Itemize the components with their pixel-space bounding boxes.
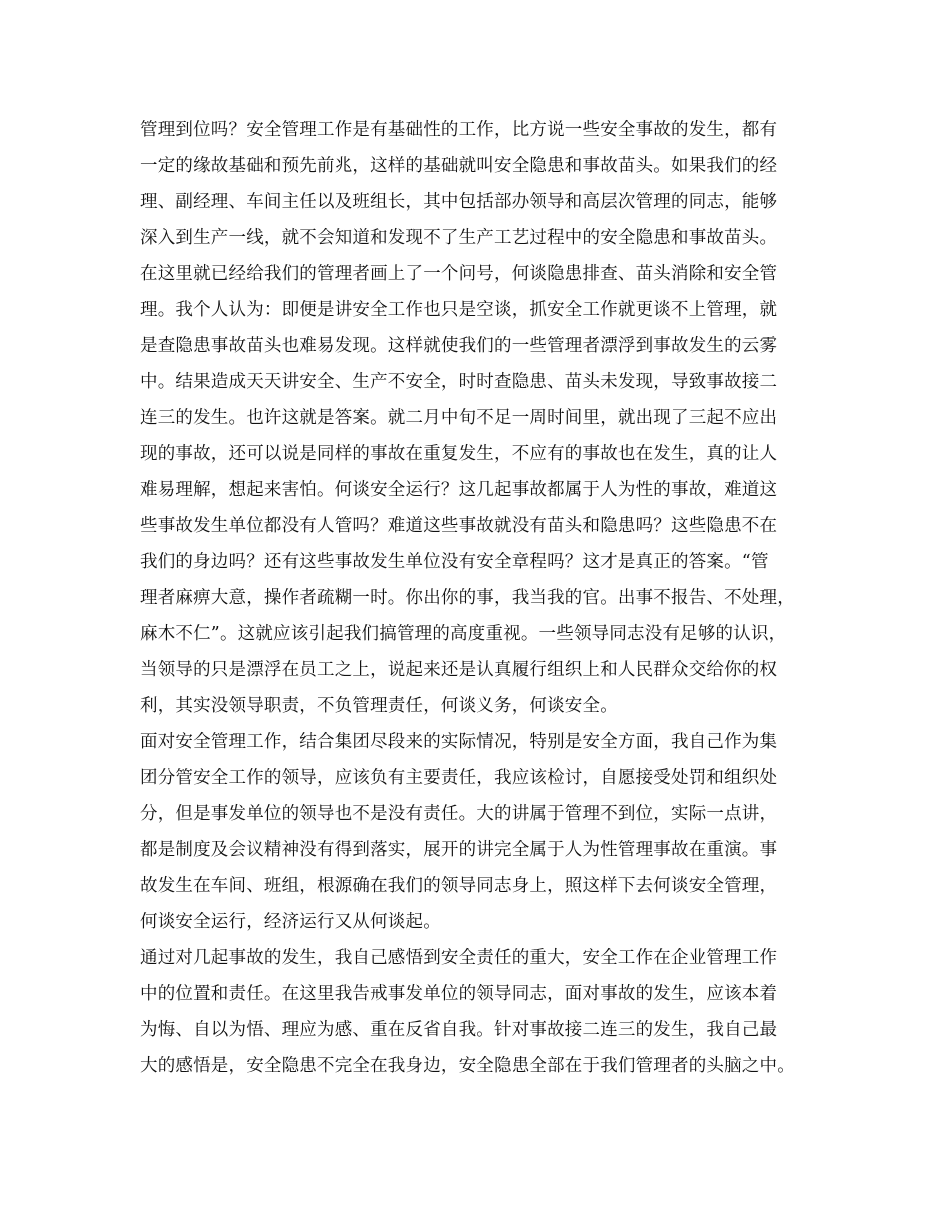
text-line: 团分管安全工作的领导，应该负有主要责任，我应该检讨，自愿接受处罚和组织处: [140, 768, 778, 788]
text-line: 当领导的只是漂浮在员工之上，说起来还是认真履行组织上和人民群众交给你的权: [140, 660, 778, 680]
text-line: 深入到生产一线，就不会知道和发现不了生产工艺过程中的安全隐患和事故苗头。: [140, 228, 778, 248]
text-line: 都是制度及会议精神没有得到落实，展开的讲完全属于人为性管理事故在重演。事: [140, 840, 778, 860]
text-line: 理、副经理、车间主任以及班组长，其中包括部办领导和高层次管理的同志，能够: [140, 192, 778, 212]
text-line: 利，其实没领导职责，不负管理责任，何谈义务，何谈安全。: [140, 696, 618, 716]
text-line: 难易理解，想起来害怕。何谈安全运行？这几起事故都属于人为性的事故，难道这: [140, 480, 778, 500]
text-line: 分，但是事发单位的领导也不是没有责任。大的讲属于管理不到位，实际一点讲，: [140, 804, 778, 824]
text-line: 面对安全管理工作，结合集团尽段来的实际情况，特别是安全方面，我自己作为集: [140, 732, 778, 752]
text-line: 麻木不仁”。这就应该引起我们搞管理的高度重视。一些领导同志没有足够的认识，: [140, 624, 787, 644]
text-line: 是查隐患事故苗头也难易发现。这样就使我们的一些管理者漂浮到事故发生的云雾: [140, 336, 778, 356]
text-line: 何谈安全运行，经济运行又从何谈起。: [140, 912, 441, 932]
document-body: [140, 112, 830, 1084]
text-line: 连三的发生。也许这就是答案。就二月中旬不足一周时间里，就出现了三起不应出: [140, 408, 778, 428]
text-line: 现的事故，还可以说是同样的事故在重复发生，不应有的事故也在发生，真的让人: [140, 444, 778, 464]
text-line: 故发生在车间、班组，根源确在我们的领导同志身上，照这样下去何谈安全管理，: [140, 876, 778, 896]
text-line: 我们的身边吗？还有这些事故发生单位没有安全章程吗？这才是真正的答案。“管: [140, 552, 769, 572]
text-line: 理。我个人认为：即便是讲安全工作也只是空谈，抓安全工作就更谈不上管理，就: [140, 300, 778, 320]
text-line: 管理到位吗？安全管理工作是有基础性的工作，比方说一些安全事故的发生，都有: [140, 120, 778, 140]
text-line: 在这里就已经给我们的管理者画上了一个问号，何谈隐患排查、苗头消除和安全管: [140, 264, 778, 284]
text-line: 理者麻痹大意，操作者疏糊一时。你出你的事，我当我的官。出事不报告、不处理，: [140, 588, 795, 608]
text-line: 些事故发生单位都没有人管吗？难道这些事故就没有苗头和隐患吗？这些隐患不在: [140, 516, 778, 536]
text-line: 为悔、自以为悟、理应为感、重在反省自我。针对事故接二连三的发生，我自己最: [140, 1020, 778, 1040]
text-line: 一定的缘故基础和预先前兆，这样的基础就叫安全隐患和事故苗头。如果我们的经: [140, 156, 778, 176]
text-line: 通过对几起事故的发生，我自己感悟到安全责任的重大，安全工作在企业管理工作: [140, 948, 778, 968]
text-line: 中。结果造成天天讲安全、生产不安全，时时查隐患、苗头未发现，导致事故接二: [140, 372, 778, 392]
text-line: 大的感悟是，安全隐患不完全在我身边，安全隐患全部在于我们管理者的头脑之中。: [140, 1056, 795, 1076]
text-line: 中的位置和责任。在这里我告戒事发单位的领导同志，面对事故的发生，应该本着: [140, 984, 778, 1004]
